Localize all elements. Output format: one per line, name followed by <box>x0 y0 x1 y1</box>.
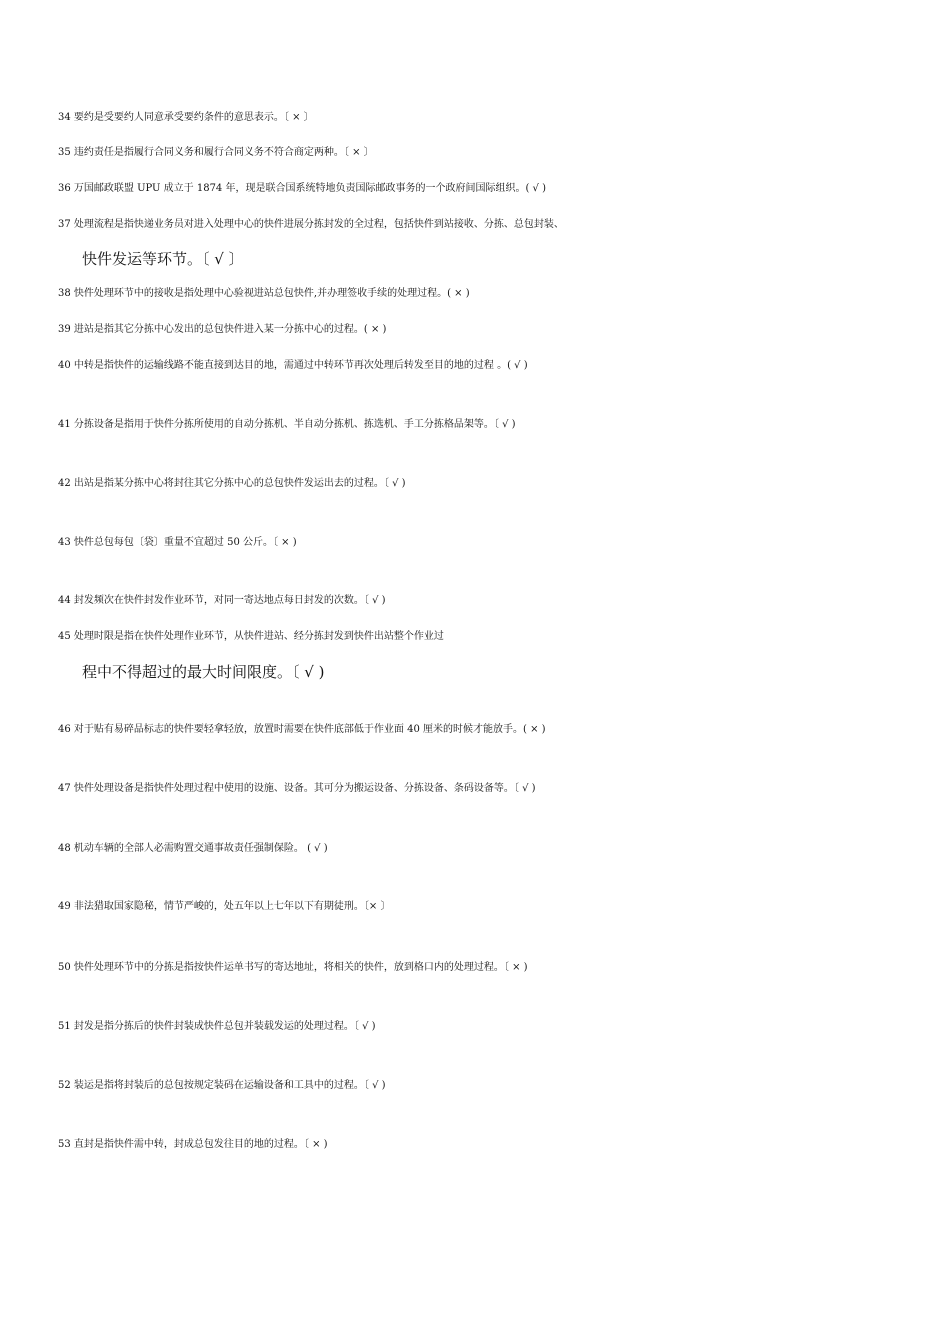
question-37-continuation: 快件发运等环节。〔 √ 〕 <box>82 250 244 268</box>
question-45-continuation: 程中不得超过的最大时间限度。〔 √ ) <box>82 663 325 681</box>
question-36: 36 万国邮政联盟 UPU 成立于 1874 年，现是联合国系统特地负责国际邮政事务的一个政府间国际组织。( √ ) <box>58 183 547 194</box>
question-46: 46 对于贴有易碎品标志的快件要轻拿轻放，放置时需要在快件底部低于作业面 40 厘米的时候才能放手。( × ) <box>58 724 546 735</box>
question-38: 38 快件处理环节中的接收是指处理中心验视进站总包快件,并办理签收手续的处理过程。( × ) <box>58 288 470 299</box>
question-34: 34 要约是受要约人同意承受要约条件的意思表示。〔 × 〕 <box>58 112 314 123</box>
question-51: 51 封发是指分拣后的快件封装成快件总包并装载发运的处理过程。〔 √ ) <box>58 1021 376 1032</box>
question-37: 37 处理流程是指快递业务员对进入处理中心的快件进展分拣封发的全过程，包括快件到站接收、分拣、总包封装、 <box>58 219 564 230</box>
question-43: 43 快件总包每包〔袋〕重量不宜超过 50 公斤。〔 × ) <box>58 537 297 548</box>
question-47: 47 快件处理设备是指快件处理过程中使用的设施、设备。其可分为搬运设备、分拣设备、条码设备等。〔 √ ) <box>58 783 536 794</box>
question-53: 53 直封是指快件需中转，封成总包发往目的地的过程。〔 × ) <box>58 1139 328 1150</box>
question-44: 44 封发频次在快件封发作业环节，对同一寄达地点每日封发的次数。〔 √ ) <box>58 595 386 606</box>
question-42: 42 出站是指某分拣中心将封往其它分拣中心的总包快件发运出去的过程。〔 √ ) <box>58 478 406 489</box>
question-52: 52 装运是指将封装后的总包按规定装码在运输设备和工具中的过程。〔 √ ) <box>58 1080 386 1091</box>
question-50: 50 快件处理环节中的分拣是指按快件运单书写的寄达地址，将相关的快件，放到格口内的处理过程。〔 × ) <box>58 962 528 973</box>
question-48: 48 机动车辆的全部人必需购置交通事故责任强制保险。 ( √ ) <box>58 843 328 854</box>
question-40: 40 中转是指快件的运输线路不能直接到达目的地，需通过中转环节再次处理后转发至目的地的过程 。( √ ) <box>58 360 528 371</box>
question-41: 41 分拣设备是指用于快件分拣所使用的自动分拣机、半自动分拣机、拣选机、手工分拣格品架等。〔 √ ) <box>58 419 516 430</box>
question-45: 45 处理时限是指在快件处理作业环节，从快件进站、经分拣封发到快件出站整个作业过 <box>58 631 444 642</box>
question-39: 39 进站是指其它分拣中心发出的总包快件进入某一分拣中心的过程。( × ) <box>58 324 387 335</box>
question-35: 35 违约责任是指履行合同义务和履行合同义务不符合商定两种。〔 × 〕 <box>58 147 374 158</box>
question-49: 49 非法猎取国家隐秘，情节严峻的，处五年以上七年以下有期徒刑。〔× 〕 <box>58 901 391 912</box>
